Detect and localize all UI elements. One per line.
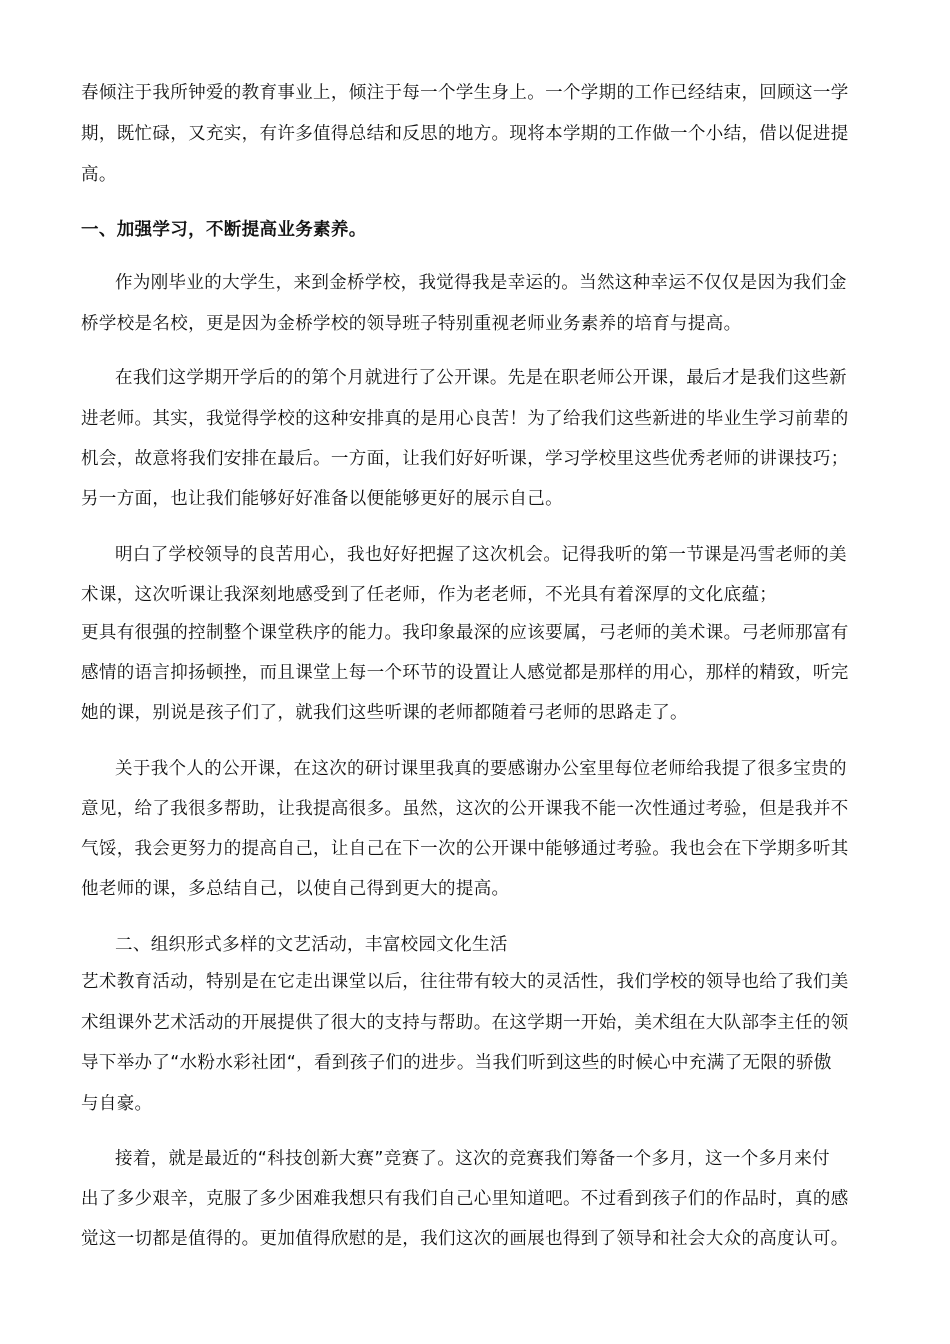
text-line: 高。 <box>81 165 117 185</box>
text-line: 期，既忙碌，又充实，有许多值得总结和反思的地方。现将本学期的工作做一个小结，借以促进提 <box>81 124 849 144</box>
text-line: 她的课，别说是孩子们了，就我们这些听课的老师都随着弓老师的思路走了。 <box>81 703 688 723</box>
text-line: 春倾注于我所钟爱的教育事业上，倾注于每一个学生身上。一个学期的工作已经结束，回顾这一学 <box>81 83 849 103</box>
text-line: 接着，就是最近的“科技创新大赛”竞赛了。这次的竞赛我们筹备一个多月，这一个多月来付 <box>115 1149 830 1169</box>
text-line: 导下举办了“水粉水彩社团“，看到孩子们的进步。当我们听到这些的时候心中充满了无限的骄傲 <box>81 1053 832 1073</box>
text-line: 关于我个人的公开课，在这次的研讨课里我真的要感谢办公室里每位老师给我提了很多宝贵的 <box>115 759 847 779</box>
text-line: 桥学校是名校，更是因为金桥学校的领导班子特别重视老师业务素养的培育与提高。 <box>81 314 742 334</box>
text-line: 觉这一切都是值得的。更加值得欣慰的是，我们这次的画展也得到了领导和社会大众的高度认可。 <box>81 1229 849 1249</box>
section-heading-2: 二、组织形式多样的文艺活动，丰富校园文化生活 <box>115 935 508 955</box>
text-line: 感情的语言抑扬顿挫，而且课堂上每一个环节的设置让人感觉都是那样的用心，那样的精致，听完 <box>81 663 849 683</box>
text-line: 另一方面，也让我们能够好好准备以便能够更好的展示自己。 <box>81 489 563 509</box>
text-line: 进老师。其实，我觉得学校的这种安排真的是用心良苦！为了给我们这些新进的毕业生学习前辈的 <box>81 409 849 429</box>
text-line: 意见，给了我很多帮助，让我提高很多。虽然，这次的公开课我不能一次性通过考验，但是我并不 <box>81 799 849 819</box>
section-heading-1: 一、加强学习，不断提高业务素养。 <box>81 220 367 240</box>
text-line: 更具有很强的控制整个课堂秩序的能力。我印象最深的应该要属，弓老师的美术课。弓老师那富有 <box>81 623 849 643</box>
text-line: 术组课外艺术活动的开展提供了很大的支持与帮助。在这学期一开始，美术组在大队部李主任的领 <box>81 1013 849 1033</box>
text-line: 他老师的课，多总结自己，以使自己得到更大的提高。 <box>81 879 510 899</box>
text-line: 明白了学校领导的良苦用心，我也好好把握了这次机会。记得我听的第一节课是冯雪老师的美 <box>115 545 847 565</box>
text-line: 出了多少艰辛，克服了多少困难我想只有我们自己心里知道吧。不过看到孩子们的作品时，真的感 <box>81 1189 849 1209</box>
text-line: 气馁，我会更努力的提高自己，让自己在下一次的公开课中能够通过考验。我也会在下学期多听其 <box>81 839 849 859</box>
text-line: 艺术教育活动，特别是在它走出课堂以后，往往带有较大的灵活性，我们学校的领导也给了我们美 <box>81 972 849 992</box>
text-line: 术课，这次听课让我深刻地感受到了任老师，作为老老师，不光具有着深厚的文化底蕴； <box>81 585 778 605</box>
text-line: 在我们这学期开学后的的第个月就进行了公开课。先是在职老师公开课，最后才是我们这些新 <box>115 368 847 388</box>
text-line: 机会，故意将我们安排在最后。一方面，让我们好好听课，学习学校里这些优秀老师的讲课技巧； <box>81 449 849 469</box>
text-line: 作为刚毕业的大学生，来到金桥学校，我觉得我是幸运的。当然这种幸运不仅仅是因为我们金 <box>115 273 847 293</box>
text-line: 与自豪。 <box>81 1094 153 1114</box>
